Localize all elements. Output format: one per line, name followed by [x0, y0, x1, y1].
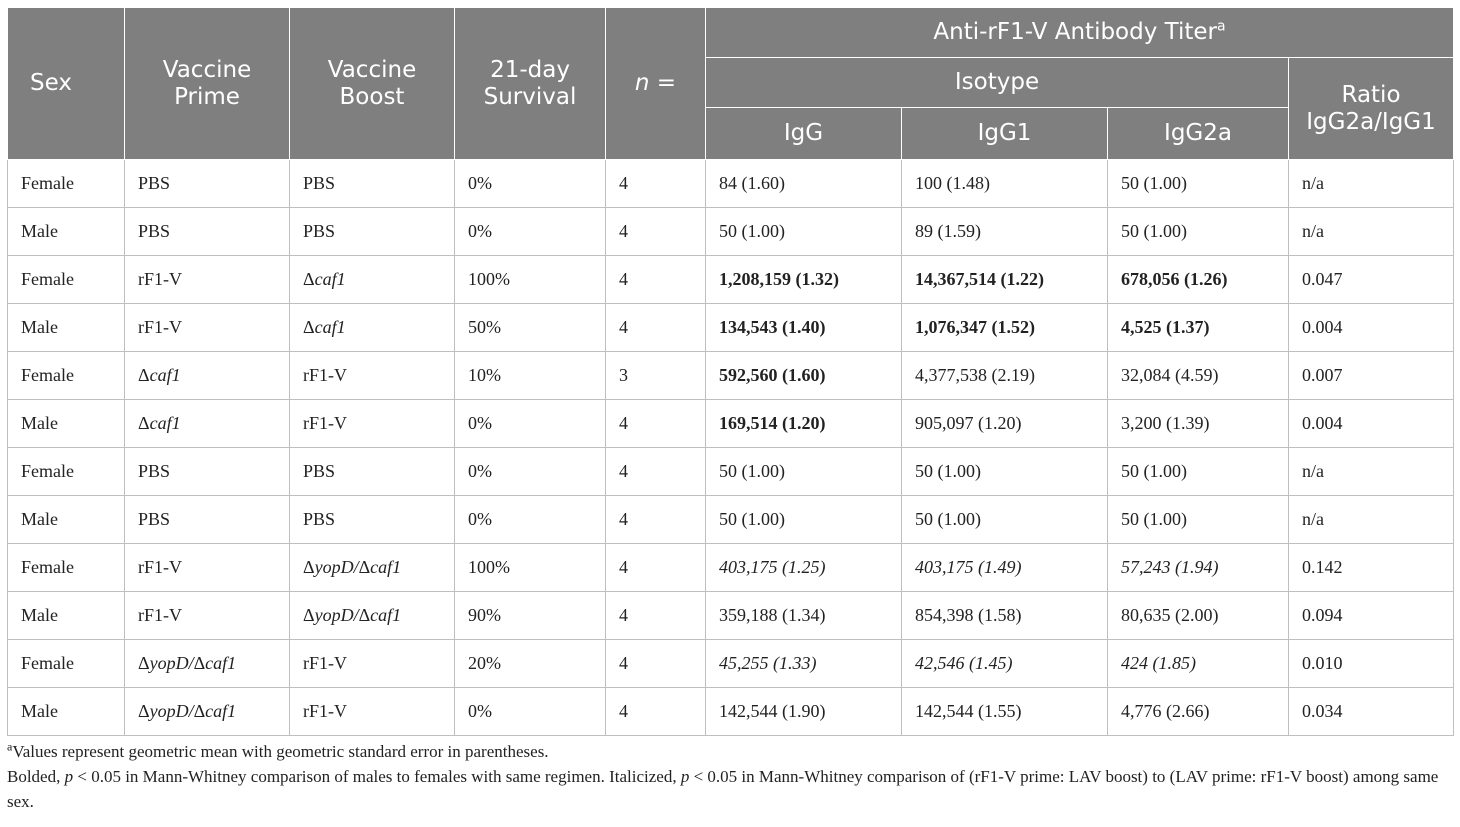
cell-n: 4: [606, 208, 706, 256]
footnote-a-mark: a: [7, 739, 13, 754]
cell-n: 4: [606, 304, 706, 352]
cell-n: 4: [606, 544, 706, 592]
cell-survival: 0%: [455, 208, 606, 256]
cell-igg1: 14,367,514 (1.22): [902, 256, 1108, 304]
header-igg1: IgG1: [902, 108, 1108, 160]
footnotes: [7, 739, 1453, 814]
cell-igg: 50 (1.00): [706, 208, 902, 256]
cell-igg1: 403,175 (1.49): [902, 544, 1108, 592]
cell-prime: rF1-V: [125, 256, 290, 304]
cell-ratio: n/a: [1289, 160, 1454, 208]
table-row: [8, 304, 1454, 352]
cell-sex: Male: [8, 688, 125, 736]
cell-prime: Δcaf1: [125, 400, 290, 448]
cell-prime: PBS: [125, 208, 290, 256]
table-row: [8, 256, 1454, 304]
cell-prime: PBS: [125, 496, 290, 544]
cell-prime: rF1-V: [125, 304, 290, 352]
cell-boost: rF1-V: [290, 640, 455, 688]
header-isotype: Isotype: [706, 58, 1289, 108]
cell-boost: ΔyopD/Δcaf1: [290, 544, 455, 592]
cell-igg1: 100 (1.48): [902, 160, 1108, 208]
cell-boost: rF1-V: [290, 400, 455, 448]
cell-igg2a: 3,200 (1.39): [1108, 400, 1289, 448]
cell-survival: 0%: [455, 688, 606, 736]
cell-survival: 0%: [455, 400, 606, 448]
footnote-a-text: Values represent geometric mean with geometric standard error in parentheses.: [12, 742, 549, 761]
header-ratio: Ratio IgG2a/IgG1: [1289, 58, 1454, 160]
cell-survival: 0%: [455, 448, 606, 496]
header-n: n =: [606, 8, 706, 160]
cell-survival: 100%: [455, 256, 606, 304]
cell-igg2a: 4,776 (2.66): [1108, 688, 1289, 736]
cell-igg: 359,188 (1.34): [706, 592, 902, 640]
cell-igg1: 905,097 (1.20): [902, 400, 1108, 448]
table-row: [8, 592, 1454, 640]
cell-survival: 0%: [455, 160, 606, 208]
cell-igg1: 42,546 (1.45): [902, 640, 1108, 688]
footnote-bolded-label: Bolded,: [7, 767, 65, 786]
cell-igg2a: 80,635 (2.00): [1108, 592, 1289, 640]
header-vaccine-prime: Vaccine Prime: [125, 8, 290, 160]
cell-ratio: 0.004: [1289, 304, 1454, 352]
cell-igg: 403,175 (1.25): [706, 544, 902, 592]
cell-boost: rF1-V: [290, 352, 455, 400]
cell-igg2a: 678,056 (1.26): [1108, 256, 1289, 304]
cell-survival: 50%: [455, 304, 606, 352]
footnote-p-symbol: p: [64, 767, 74, 786]
cell-boost: PBS: [290, 208, 455, 256]
cell-igg: 50 (1.00): [706, 496, 902, 544]
cell-boost: PBS: [290, 496, 455, 544]
cell-prime: Δcaf1: [125, 352, 290, 400]
cell-ratio: 0.010: [1289, 640, 1454, 688]
cell-igg2a: 50 (1.00): [1108, 208, 1289, 256]
cell-igg: 84 (1.60): [706, 160, 902, 208]
cell-sex: Female: [8, 544, 125, 592]
cell-boost: PBS: [290, 448, 455, 496]
cell-prime: rF1-V: [125, 544, 290, 592]
cell-igg2a: 424 (1.85): [1108, 640, 1289, 688]
cell-survival: 10%: [455, 352, 606, 400]
table-row: [8, 400, 1454, 448]
cell-igg: 142,544 (1.90): [706, 688, 902, 736]
header-vaccine-boost: Vaccine Boost: [290, 8, 455, 160]
cell-n: 4: [606, 256, 706, 304]
cell-igg: 1,208,159 (1.32): [706, 256, 902, 304]
header-igg2a: IgG2a: [1108, 108, 1289, 160]
cell-sex: Female: [8, 448, 125, 496]
cell-ratio: 0.142: [1289, 544, 1454, 592]
cell-ratio: 0.047: [1289, 256, 1454, 304]
footnote-significance: [7, 764, 1453, 814]
cell-igg2a: 32,084 (4.59): [1108, 352, 1289, 400]
cell-igg1: 4,377,538 (2.19): [902, 352, 1108, 400]
cell-sex: Female: [8, 352, 125, 400]
cell-sex: Male: [8, 592, 125, 640]
cell-igg2a: 50 (1.00): [1108, 448, 1289, 496]
cell-n: 4: [606, 400, 706, 448]
cell-prime: PBS: [125, 448, 290, 496]
table-row: [8, 352, 1454, 400]
cell-survival: 20%: [455, 640, 606, 688]
cell-igg1: 89 (1.59): [902, 208, 1108, 256]
cell-igg2a: 57,243 (1.94): [1108, 544, 1289, 592]
cell-ratio: n/a: [1289, 448, 1454, 496]
cell-igg2a: 50 (1.00): [1108, 160, 1289, 208]
table-body: [8, 160, 1454, 736]
table-row: [8, 160, 1454, 208]
header-antibody-titer-label: Anti-rF1-V Antibody Titer: [933, 19, 1218, 45]
cell-ratio: 0.034: [1289, 688, 1454, 736]
cell-ratio: 0.007: [1289, 352, 1454, 400]
table-row: [8, 640, 1454, 688]
cell-igg: 169,514 (1.20): [706, 400, 902, 448]
cell-n: 4: [606, 592, 706, 640]
cell-ratio: 0.004: [1289, 400, 1454, 448]
cell-prime: rF1-V: [125, 592, 290, 640]
cell-boost: ΔyopD/Δcaf1: [290, 592, 455, 640]
cell-survival: 90%: [455, 592, 606, 640]
cell-sex: Male: [8, 400, 125, 448]
cell-sex: Female: [8, 640, 125, 688]
cell-igg1: 1,076,347 (1.52): [902, 304, 1108, 352]
cell-igg1: 50 (1.00): [902, 448, 1108, 496]
cell-ratio: n/a: [1289, 208, 1454, 256]
cell-n: 3: [606, 352, 706, 400]
table-row: [8, 688, 1454, 736]
cell-survival: 100%: [455, 544, 606, 592]
cell-sex: Male: [8, 304, 125, 352]
cell-igg1: 854,398 (1.58): [902, 592, 1108, 640]
cell-boost: PBS: [290, 160, 455, 208]
cell-igg2a: 50 (1.00): [1108, 496, 1289, 544]
cell-boost: Δcaf1: [290, 304, 455, 352]
header-igg: IgG: [706, 108, 902, 160]
cell-sex: Female: [8, 160, 125, 208]
cell-boost: Δcaf1: [290, 256, 455, 304]
table-row: [8, 208, 1454, 256]
cell-sex: Male: [8, 496, 125, 544]
cell-ratio: 0.094: [1289, 592, 1454, 640]
table-row: [8, 448, 1454, 496]
cell-igg2a: 4,525 (1.37): [1108, 304, 1289, 352]
footnote-significance-text: < 0.05 in Mann-Whitney comparison of males to females with same regimen. Italicized,: [73, 767, 681, 786]
cell-ratio: n/a: [1289, 496, 1454, 544]
cell-n: 4: [606, 688, 706, 736]
table-row: [8, 496, 1454, 544]
cell-n: 4: [606, 496, 706, 544]
cell-igg: 50 (1.00): [706, 448, 902, 496]
cell-prime: PBS: [125, 160, 290, 208]
table-row: [8, 544, 1454, 592]
cell-igg: 45,255 (1.33): [706, 640, 902, 688]
header-antibody-titer: [706, 8, 1454, 58]
cell-survival: 0%: [455, 496, 606, 544]
header-survival: 21-day Survival: [455, 8, 606, 160]
cell-igg1: 50 (1.00): [902, 496, 1108, 544]
cell-igg: 134,543 (1.40): [706, 304, 902, 352]
antibody-titer-table: [7, 7, 1454, 736]
footnote-a: [7, 739, 1453, 764]
cell-igg1: 142,544 (1.55): [902, 688, 1108, 736]
footnote-marker-a: a: [1217, 18, 1226, 35]
cell-sex: Male: [8, 208, 125, 256]
table-container: [7, 7, 1453, 814]
footnote-significance-text-end: < 0.05 in Mann-Whitney comparison of (rF1-V prime: LAV boost) to (LAV prime: rF1-V boost) among same sex.: [7, 767, 1439, 811]
cell-sex: Female: [8, 256, 125, 304]
header-sex: Sex: [8, 8, 125, 160]
cell-boost: rF1-V: [290, 688, 455, 736]
footnote-p-symbol-2: p: [680, 767, 690, 786]
cell-prime: ΔyopD/Δcaf1: [125, 640, 290, 688]
cell-prime: ΔyopD/Δcaf1: [125, 688, 290, 736]
cell-n: 4: [606, 160, 706, 208]
cell-n: 4: [606, 640, 706, 688]
cell-igg: 592,560 (1.60): [706, 352, 902, 400]
cell-n: 4: [606, 448, 706, 496]
